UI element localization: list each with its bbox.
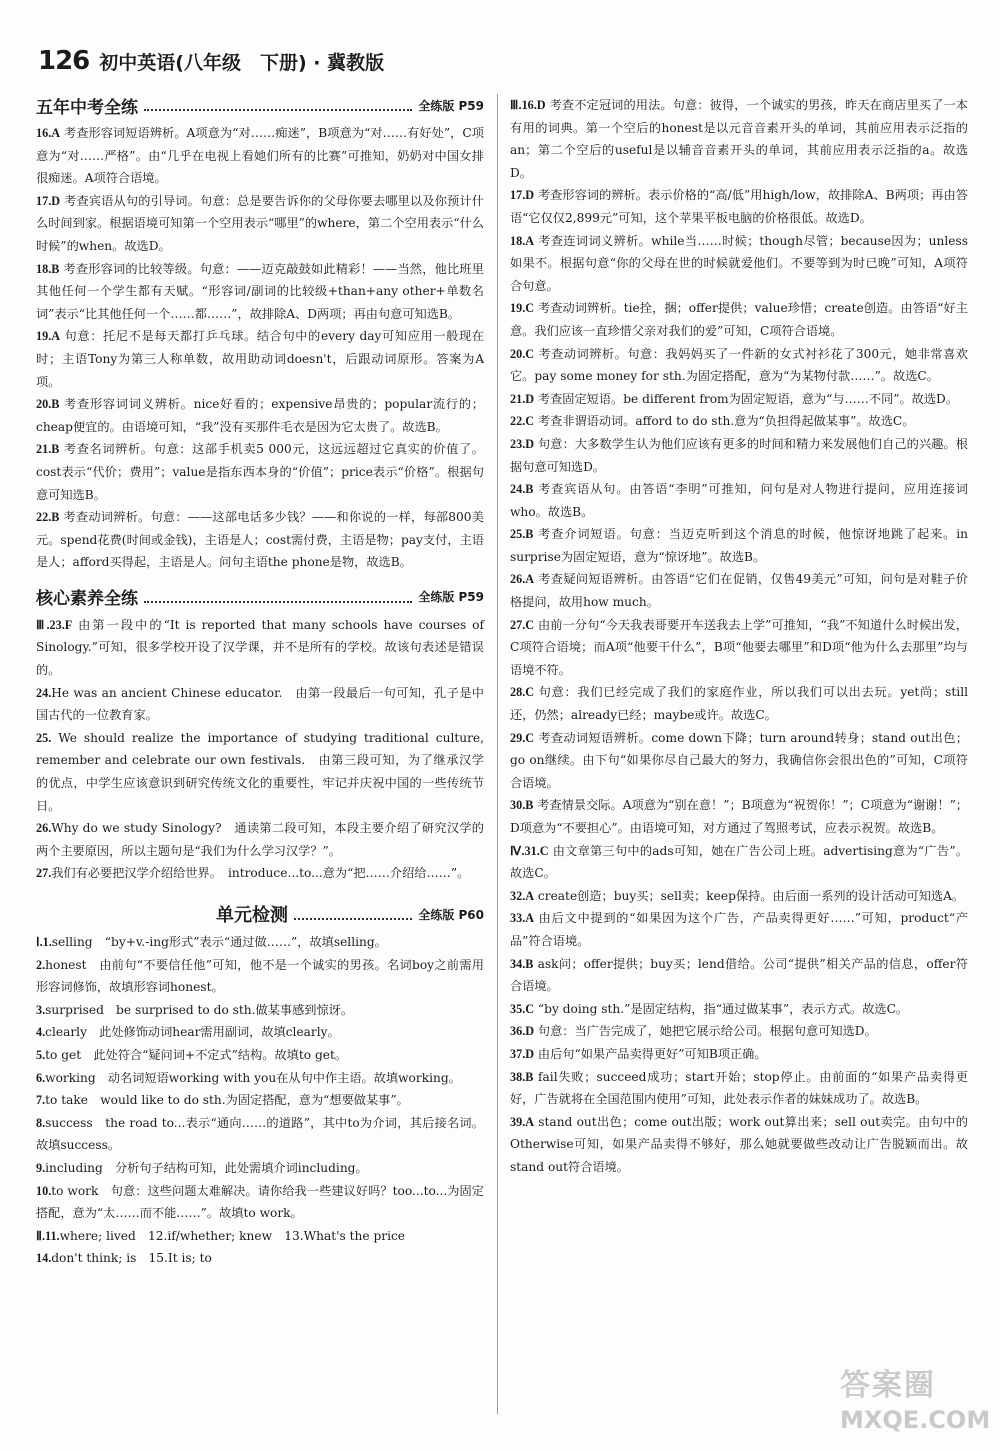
answer-number: 25.B (510, 527, 534, 542)
answer-entry (36, 727, 484, 817)
answer-entry (36, 1021, 484, 1044)
answer-explanation: create创造；buy买；sell卖；keep保持。由后面一系列的设计活动可知选A。 (534, 888, 965, 903)
answer-entry (36, 862, 484, 885)
answer-explanation: 句意：大多数学生认为他们应该有更多的时间和精力来发展他们自己的兴趣。根据句意可知选D。 (510, 436, 968, 474)
answer-explanation: 考查介词短语。句意：当迈克听到这个消息的时候，他惊讶地跳了起来。in surprise为固定短语，意为“惊讶地”。故选B。 (510, 527, 968, 564)
answer-explanation: including 分析句子结构可知，此处需填介词including。 (45, 1160, 368, 1175)
answer-entry (510, 907, 968, 952)
answer-explanation: fail失败；succeed成功；start开始；stop停止。由前面的“如果产品卖得更好，广告就将在全国范围内使用”可知，此处表示作者的妹妹成功了。故选B。 (510, 1069, 968, 1107)
answer-entry (510, 297, 968, 342)
answer-entry (510, 94, 968, 184)
answer-explanation: 由后句“如果产品卖得更好”可知B项正确。 (534, 1046, 767, 1061)
answer-entry (510, 1066, 968, 1111)
answer-number: 6. (36, 1070, 46, 1085)
answer-entry (36, 122, 484, 190)
answer-explanation: selling “by+v.-ing形式”表示“通过做……”，故填selling。 (51, 935, 387, 949)
answer-entry (36, 438, 484, 506)
answer-number: 26.A (510, 572, 535, 587)
answer-entry (36, 954, 484, 999)
answer-entry (36, 1044, 484, 1067)
answer-number: 34.B (510, 956, 534, 971)
answer-number: 17.D (510, 188, 535, 203)
answer-entry (510, 230, 968, 298)
answer-number: 21.B (36, 442, 60, 457)
page-header (38, 46, 384, 78)
answer-entry (510, 1043, 968, 1066)
answer-number: 5. (36, 1047, 46, 1062)
answer-explanation: We should realize the importance of studying traditional culture, remember and celebrate our own festivals. 由第三段可知，为了继承汉学的优点，中学生应该意识到研究传统文化的重要性，牢记并庆祝中国的一些传统节日。 (36, 730, 484, 813)
section-header-unit-test (36, 903, 484, 925)
left-column (36, 94, 484, 1270)
answer-number: 18.B (36, 261, 60, 276)
dotted-leader (144, 99, 412, 111)
answer-number: Ⅲ.16.D (510, 98, 546, 112)
answer-explanation: 考查形容词的辨析。表示价格的“高/低”用high/low，故排除A、B两项；再由答语“它仅仅2,899元”可知，这个苹果平板电脑的价格很低。故选D。 (510, 188, 968, 225)
answer-explanation: 考查名词辨析。句意：这部手机卖5 000元，这远远超过它真实的价值了。cost表示“代价；费用”；value是指东西本身的“价值”；price表示“价格”。根据句意可知选B。 (36, 442, 484, 502)
answer-entry (510, 410, 968, 433)
answer-number: 38.B (510, 1069, 534, 1084)
answer-entry (36, 506, 484, 574)
answer-entry (510, 478, 968, 523)
answer-explanation: 考查动词辨析。句意：——这部电话多少钱？——和你说的一样，每部800美元。spend花费(时间或金钱)，主语是人；cost需付费，主语是物；pay支付，主语是人；afford买得起，主语是人。问句主语the phone是物，故选B。 (36, 510, 484, 570)
answer-entry (36, 1225, 484, 1248)
answer-number: 8. (36, 1115, 46, 1130)
answer-number: 23.D (510, 436, 535, 451)
answer-number: 36.D (510, 1024, 535, 1039)
answer-entry (36, 1112, 484, 1157)
answer-explanation: 句意：托尼不是每天都打乒乓球。结合句中的every day可知应用一般现在时；主语Tony为第三人称单数，故用助动词doesn't，后跟动词原形。答案为A项。 (36, 329, 484, 389)
answer-number: 32.A (510, 888, 535, 903)
section-title: 单元检测 (216, 905, 288, 926)
answer-explanation: 考查宾语从句。由答语“李明”可推知，问句是对人物进行提问，应用连接词who。故选B。 (510, 482, 968, 519)
answer-list-right (510, 94, 968, 1179)
section-ref: 全练版 P60 (418, 907, 484, 922)
page-number: 126 (38, 46, 90, 76)
answer-explanation: to take would like to do sth.为固定搭配，意为“想要做某事”。 (45, 1093, 409, 1108)
answer-entry (36, 931, 484, 954)
answer-list-five-year (36, 122, 484, 574)
answer-explanation: 由前一分句“今天我表哥要开车送我去上学”可推知，“我”不知道什么时候出发，C项符合语境；而A项“他要干什么”，B项“他要去哪里”和D项“他为什么去那里”均与语境不符。 (510, 617, 968, 677)
answer-number: 17.D (36, 193, 61, 208)
section-ref: 全练版 P59 (418, 590, 484, 605)
answer-explanation: 考查不定冠词的用法。句意：彼得，一个诚实的男孩，昨天在商店里买了一本有用的词典。第一个空后的honest是以元音音素开头的单词，其前应用表示泛指的an；第二个空后的useful是以辅音音素开头的单词，其前应用表示泛指的a。故选D。 (510, 98, 968, 180)
answer-number: 4. (36, 1025, 46, 1040)
answer-number: Ⅳ.31.C (510, 843, 549, 858)
answer-number: 25. (36, 730, 52, 745)
answer-number: 35.C (510, 1001, 535, 1016)
answer-entry (36, 190, 484, 258)
answer-number: 14. (36, 1251, 52, 1266)
answer-number: 22.C (510, 414, 535, 429)
answer-explanation: stand out出色；come out出版；work out算出来；sell out卖完。由句中的Otherwise可知，如果产品卖得不够好，那么她就要做些改动让广告脱颖而出。故stand out符合语境。 (510, 1114, 968, 1174)
answer-entry (510, 953, 968, 998)
answer-number: 16.A (36, 126, 61, 140)
answer-explanation: don't think; is 15.It is; to (51, 1251, 212, 1266)
answer-explanation: 考查宾语从句的引导词。句意：总是要告诉你的父母你要去哪里以及你预计什么时间到家。根据语境可知第一个空用表示“哪里”的where，第二个空用表示“什么时候”的when。故选D。 (36, 193, 484, 253)
answer-entry (510, 184, 968, 229)
answer-explanation: 句意：当广告完成了，她把它展示给公司。根据句意可知选D。 (534, 1024, 877, 1039)
answer-explanation: 考查非谓语动词。afford to do sth.意为“负担得起做某事”。故选C。 (534, 414, 915, 429)
answer-entry (510, 523, 968, 568)
answer-number: 9. (36, 1160, 46, 1175)
answer-explanation: 考查动词短语辨析。come down下降；turn around转身；stand out出色；go on继续。由下句“如果你尽自己最大的努力，我确信你会很出色的”可知，C项符合语境。 (510, 730, 968, 790)
answer-number: 28.C (510, 685, 535, 700)
answer-number: Ⅲ.23.F (36, 617, 73, 632)
answer-number: 39.A (510, 1114, 535, 1129)
answer-entry (510, 568, 968, 613)
answer-number: 19.C (510, 301, 535, 316)
answer-number: 33.A (510, 911, 535, 926)
answer-entry (36, 1067, 484, 1090)
answer-entry (510, 388, 968, 411)
answer-explanation: clearly 此处修饰动词hear需用副词，故填clearly。 (45, 1025, 340, 1040)
answer-explanation: 考查动词辨析。句意：我妈妈买了一件新的女式衬衫花了300元，她非常喜欢它。pay some money for sth.为固定搭配，意为“为某物付款……”。故选C。 (510, 346, 968, 384)
answer-entry (36, 1157, 484, 1180)
answer-explanation: 我们有必要把汉学介绍给世界。 introduce...to...意为“把……介绍给……”。 (51, 866, 470, 881)
dotted-leader (294, 908, 412, 920)
answer-explanation: working 动名词短语working with you在从句中作主语。故填working。 (45, 1070, 461, 1085)
answer-number: 7. (36, 1093, 46, 1108)
answer-explanation: 考查固定短语。be different from为固定短语，意为“与……不同”。故选D。 (534, 391, 959, 406)
answer-explanation: He was an ancient Chinese educator. 由第一段最后一句可知，孔子是中国古代的一位教育家。 (36, 685, 484, 723)
answer-entry (36, 1089, 484, 1112)
answer-number: 20.B (36, 397, 60, 412)
answer-entry (510, 681, 968, 726)
answer-explanation: 考查形容词短语辨析。A项意为“对……痴迷”，B项意为“对……有好处”，C项意为“对……严格”。由“几乎在电视上看她们所有的比赛”可推知，奶奶对中国女排很痴迷。A项符合语境。 (36, 126, 484, 186)
answer-explanation: to work 句意：这些问题太难解决。请你给我一些建议好吗？too...to...为固定搭配，意为“太……而不能……”。故填to work。 (36, 1183, 484, 1221)
answer-explanation: 考查疑问短语辨析。由答语“它们在促销，仅售49美元”可知，问句是对鞋子价格提问，故用how much。 (510, 572, 968, 610)
answer-number: 22.B (36, 510, 60, 525)
answer-entry (510, 840, 968, 885)
section-title: 五年中考全练 (36, 97, 138, 118)
watermark-en: MXQE.COM (840, 1406, 991, 1434)
answer-entry (510, 885, 968, 908)
answer-number: 27.C (510, 617, 535, 632)
answer-explanation: honest 由前句“不要信任他”可知，他不是一个诚实的男孩。名词boy之前需用形容词修饰，故填形容词honest。 (36, 957, 484, 995)
answer-explanation: 由后文中提到的“如果因为这个广告，产品卖得更好……”可知，product“产品”符合语境。 (510, 911, 968, 948)
answer-entry (510, 794, 968, 839)
answer-number: 21.D (510, 391, 535, 406)
answer-explanation: 考查动词辨析。tie拴，捆；offer提供；value珍惜；create创造。由答语“好主意。我们应该一直珍惜父亲对我们的爱”可知，C项符合语境。 (510, 301, 968, 338)
answer-number: 18.A (510, 233, 535, 248)
answer-explanation: surprised be surprised to do sth.做某事感到惊讶。 (45, 1002, 354, 1017)
answer-entry (36, 393, 484, 438)
answer-number: Ⅰ.1. (36, 935, 52, 949)
section-ref: 全练版 P59 (418, 98, 484, 113)
answer-entry (510, 343, 968, 388)
column-divider (497, 94, 498, 1414)
answer-number: 29.C (510, 730, 535, 745)
right-column (510, 94, 968, 1179)
answer-explanation: 考查情景交际。A项意为“别在意！”；B项意为“祝贺你！”；C项意为“谢谢！”；D项意为“不要担心”。由语境可知，对方通过了驾照考试，应表示祝贺。故选B。 (510, 798, 968, 835)
answer-number: 3. (36, 1002, 46, 1017)
answer-entry (36, 682, 484, 727)
answer-explanation: to get 此处符合“疑问词+不定式”结构。故填to get。 (45, 1047, 348, 1062)
answer-entry (36, 1180, 484, 1225)
answer-entry (510, 1111, 968, 1179)
section-header-core (36, 586, 484, 608)
watermark-cn: 答案圈 (840, 1368, 936, 1403)
answer-entry (36, 325, 484, 393)
answer-explanation: where; lived 12.if/whether; knew 13.What's the price (59, 1228, 406, 1243)
answer-entry (510, 727, 968, 795)
dotted-leader (144, 591, 412, 603)
answer-number: 19.A (36, 329, 61, 344)
answer-explanation: 考查形容词词义辨析。nice好看的；expensive昂贵的；popular流行的；cheap便宜的。由语境可知，“我”没有买那件毛衣是因为它太贵了。故选B。 (36, 397, 484, 434)
answer-explanation: 考查连词词义辨析。while当……时候；though尽管；because因为；unless如果不。根据句意“你的父母在世的时候就爱他们。不要等到为时已晚”可知，A项符合句意。 (510, 233, 968, 293)
answer-number: 10. (36, 1183, 52, 1198)
answer-explanation: success the road to...表示“通向……的道路”，其中to为介词，其后接名词。故填success。 (36, 1115, 484, 1153)
answer-explanation: 考查形容词的比较等级。句意：——迈克敲鼓如此精彩！——当然，他比班里其他任何一个学生都有天赋。“形容词/副词的比较级+than+any other+单数名词”表示“比其他任何一个……都……”，故排除A、D两项；再由句意可知选B。 (36, 261, 484, 321)
answer-entry (36, 614, 484, 682)
answer-explanation: Why do we study Sinology? 通读第二段可知，本段主要介绍了研究汉学的两个主要原因，所以主题句是“我们为什么学习汉学？”。 (36, 821, 484, 858)
answer-explanation: 由第一段中的“It is reported that many schools have courses of Sinology.”可知，很多学校开设了汉学课，并不是所有的学校。故该句表述是错误的。 (36, 617, 484, 678)
answer-entry (36, 817, 484, 862)
answer-entry (510, 433, 968, 478)
answer-number: 20.C (510, 346, 535, 361)
answer-list-core (36, 614, 484, 885)
answer-number: 2. (36, 957, 46, 972)
answer-number: 26. (36, 821, 52, 836)
answer-number: 24.B (510, 482, 534, 497)
answer-list-unit-test (36, 931, 484, 1270)
answer-entry (510, 1020, 968, 1043)
section-title: 核心素养全练 (36, 589, 138, 610)
answer-entry (510, 998, 968, 1021)
answer-entry (36, 1247, 484, 1270)
section-header-five-year (36, 94, 484, 116)
answer-number: 37.D (510, 1046, 535, 1061)
answer-explanation: “by doing sth.”是固定结构，指“通过做某事”，表示方式。故选C。 (534, 1001, 909, 1016)
answer-explanation: 句意：我们已经完成了我们的家庭作业，所以我们可以出去玩。yet尚；still还，仍然；already已经；maybe或许。故选C。 (510, 685, 968, 723)
answer-entry (510, 614, 968, 682)
watermark-logo (840, 1367, 990, 1445)
answer-entry (36, 999, 484, 1022)
answer-explanation: 由文章第三句中的ads可知，她在广告公司上班。advertising意为“广告”。故选C。 (510, 843, 968, 881)
answer-number: 24. (36, 685, 52, 700)
book-title: 初中英语(八年级 下册) · 冀教版 (99, 52, 385, 74)
answer-entry (36, 258, 484, 326)
answer-number: 30.B (510, 798, 534, 813)
answer-number: 27. (36, 866, 52, 881)
answer-explanation: ask问；offer提供；buy买；lend借给。公司“提供”相关产品的信息，offer符合语境。 (510, 956, 968, 994)
answer-number: Ⅱ.11. (36, 1228, 60, 1243)
